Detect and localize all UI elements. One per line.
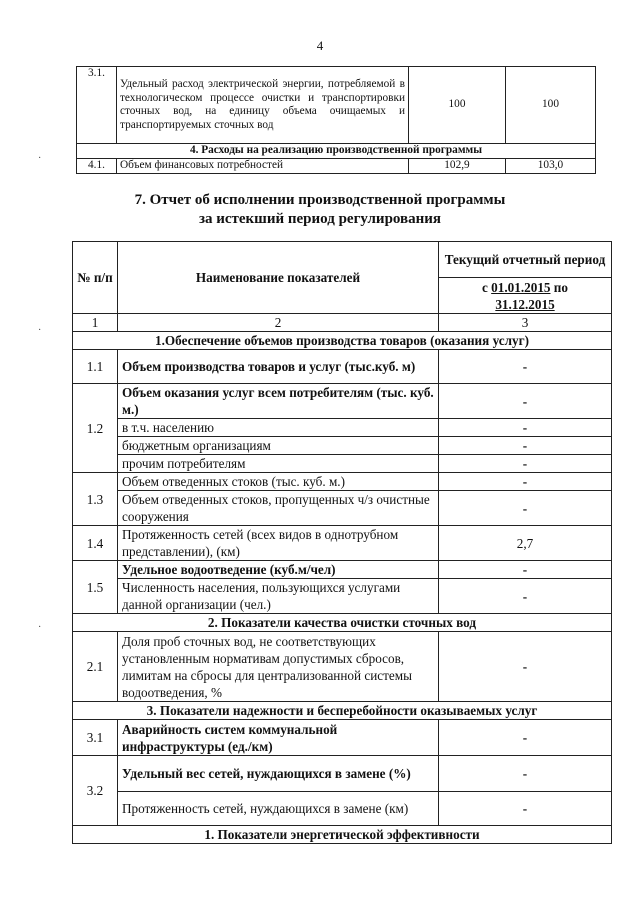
sub-indicator-name: Протяженность сетей, нуждающихся в замене (км) [118, 792, 439, 826]
column-numbers-row [73, 314, 612, 332]
sub-indicator-name: бюджетным организациям [118, 437, 439, 455]
table-subrow [73, 579, 612, 614]
value-cell: - [439, 720, 612, 756]
value-cell: 103,0 [506, 159, 596, 174]
table-row [73, 473, 612, 491]
margin-mark: · [38, 153, 42, 164]
value-cell: - [439, 491, 612, 526]
section-row [73, 614, 612, 632]
section-title: 3. Показатели надежности и бесперебойности оказываемых услуг [73, 702, 612, 720]
indicator-name: Аварийность систем коммунальной инфраструктуры (ед./км) [118, 720, 439, 756]
value-cell: - [439, 473, 612, 491]
table-row [73, 350, 612, 384]
period-to: 31.12.2015 [495, 296, 555, 312]
value-cell: - [439, 579, 612, 614]
row-number: 1.5 [73, 561, 118, 614]
table-subrow [73, 437, 612, 455]
row-number: 3.1 [73, 720, 118, 756]
section-heading [60, 191, 580, 229]
indicator-name: Протяженность сетей (всех видов в однотрубном представлении), (км) [118, 526, 439, 561]
value-cell: - [439, 419, 612, 437]
heading-line-2: за истекший период регулирования [198, 211, 442, 227]
report-table [72, 241, 612, 844]
indicator-name: Удельный вес сетей, нуждающихся в замене (%) [118, 756, 439, 792]
top-table [76, 66, 596, 174]
section-title: 1.Обеспечение объемов производства товаров (оказания услуг) [73, 332, 612, 350]
indicator-name: Удельное водоотведение (куб.м/чел) [118, 561, 439, 579]
table-subrow [73, 792, 612, 826]
table-row [73, 561, 612, 579]
row-number: 2.1 [73, 632, 118, 702]
indicator-name: Объем производства товаров и услуг (тыс.куб. м) [118, 350, 439, 384]
row-number: 3.2 [73, 756, 118, 826]
header-name: Наименование показателей [118, 242, 439, 314]
table-row [77, 67, 596, 144]
table-row [73, 720, 612, 756]
table-row [73, 756, 612, 792]
sub-indicator-name: в т.ч. населению [118, 419, 439, 437]
indicator-name: Объем финансовых потребностей [117, 159, 409, 174]
indicator-name: Доля проб сточных вод, не соответствующих установленным нормативам допустимых сбросов, лимитам на сбросы для централизованной системы водоотведения, % [118, 632, 439, 702]
value-cell: - [439, 384, 612, 419]
section-row [73, 332, 612, 350]
table-row [73, 632, 612, 702]
row-number: 1.1 [73, 350, 118, 384]
indicator-name: Удельный расход электрической энергии, потребляемой в технологическом процессе очистки и транспортировки сточных вод, на единицу объема очищаемых и транспортируемых сточных вод [117, 67, 409, 144]
sub-indicator-name: Объем отведенных стоков, пропущенных ч/з очистные сооружения [118, 491, 439, 526]
heading-line-1: 7. Отчет об исполнении производственной программы [134, 192, 506, 208]
section-title: 2. Показатели качества очистки сточных вод [73, 614, 612, 632]
indicator-name: Объем отведенных стоков (тыс. куб. м.) [118, 473, 439, 491]
header-row [73, 242, 612, 278]
header-period-title: Текущий отчетный период [439, 242, 612, 278]
margin-mark: · [38, 325, 42, 336]
sub-indicator-name: Численность населения, пользующихся услугами данной организации (чел.) [118, 579, 439, 614]
table-row [73, 384, 612, 419]
value-cell: - [439, 455, 612, 473]
section-row [73, 826, 612, 844]
value-cell: 102,9 [409, 159, 506, 174]
column-number: 3 [439, 314, 612, 332]
period-from: 01.01.2015 [491, 279, 551, 295]
table-subrow [73, 419, 612, 437]
row-number: 1.3 [73, 473, 118, 526]
indicator-name: Объем оказания услуг всем потребителям (тыс. куб. м.) [118, 384, 439, 419]
column-number: 2 [118, 314, 439, 332]
value-cell: - [439, 350, 612, 384]
row-number: 1.2 [73, 384, 118, 473]
table-subrow [73, 491, 612, 526]
section-title: 1. Показатели энергетической эффективности [73, 826, 612, 844]
table-subrow [73, 455, 612, 473]
value-cell: 2,7 [439, 526, 612, 561]
table-row [77, 159, 596, 174]
header-number: № п/п [73, 242, 118, 314]
value-cell: 100 [506, 67, 596, 144]
value-cell: - [439, 756, 612, 792]
value-cell: - [439, 632, 612, 702]
row-number: 1.4 [73, 526, 118, 561]
value-cell: 100 [409, 67, 506, 144]
column-number: 1 [73, 314, 118, 332]
value-cell: - [439, 792, 612, 826]
value-cell: - [439, 561, 612, 579]
page-number: 4 [316, 38, 324, 53]
row-number: 3.1. [77, 67, 117, 144]
sub-indicator-name: прочим потребителям [118, 455, 439, 473]
section-row [77, 144, 596, 159]
margin-mark: · [38, 622, 42, 633]
section-row [73, 702, 612, 720]
row-number: 4.1. [77, 159, 117, 174]
section-title: 4. Расходы на реализацию производственной программы [77, 144, 596, 159]
value-cell: - [439, 437, 612, 455]
table-row [73, 526, 612, 561]
header-period-dates: с 01.01.2015 по 31.12.2015 [439, 278, 612, 314]
